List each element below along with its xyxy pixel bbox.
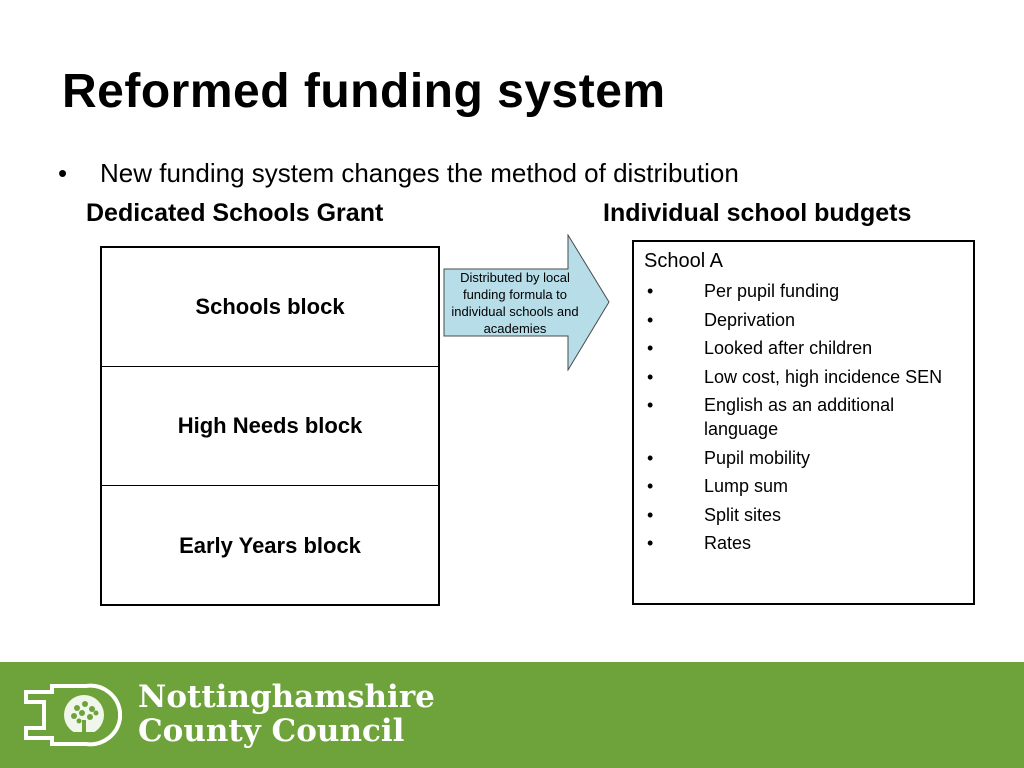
list-item-text: Lump sum xyxy=(704,476,789,496)
dsg-blocks-box xyxy=(100,246,440,606)
list-item-text: Rates xyxy=(704,533,752,553)
list-item-text: Pupil mobility xyxy=(704,447,811,468)
list-bullet: • xyxy=(647,338,654,358)
footer-banner xyxy=(0,662,1024,768)
list-item-text: Per pupil funding xyxy=(704,281,840,301)
list-item xyxy=(644,308,963,332)
intro-bullet xyxy=(58,158,739,189)
list-bullet: • xyxy=(647,476,654,496)
bullet-symbol: • xyxy=(58,158,68,188)
list-item xyxy=(644,474,963,498)
high-needs-block: High Needs block xyxy=(102,367,438,486)
list-bullet: • xyxy=(647,395,654,415)
school-title: School A xyxy=(644,250,723,272)
list-bullet: • xyxy=(647,366,654,387)
list-item xyxy=(644,365,963,389)
list-bullet: • xyxy=(647,281,654,301)
list-item-text: Low cost, high incidence SEN xyxy=(704,366,943,387)
school-budgets-heading: Individual school budgets xyxy=(603,199,912,227)
list-item-text: Looked after children xyxy=(704,338,873,358)
list-bullet: • xyxy=(647,309,654,330)
slide-title: Reformed funding system xyxy=(62,65,666,118)
list-item xyxy=(644,279,963,303)
school-a-box xyxy=(632,240,975,605)
list-bullet: • xyxy=(647,447,654,468)
list-item xyxy=(644,393,963,441)
schools-block: Schools block xyxy=(102,248,438,367)
list-item xyxy=(644,503,963,527)
list-bullet: • xyxy=(647,504,654,525)
council-name-line2: County Council xyxy=(138,713,405,749)
intro-bullet-text: New funding system changes the method of distribution xyxy=(100,158,739,188)
list-item xyxy=(644,531,963,555)
list-item xyxy=(644,336,963,360)
early-years-block: Early Years block xyxy=(179,532,361,558)
arrow-caption: Distributed by local funding formula to individual schools and academies xyxy=(451,270,579,336)
council-tree-logo-icon xyxy=(22,682,130,748)
list-item-text: Split sites xyxy=(704,504,782,525)
dsg-heading: Dedicated Schools Grant xyxy=(86,199,384,227)
council-name-line1: Nottinghamshire xyxy=(138,679,435,715)
council-name xyxy=(138,680,435,748)
funding-factor-list xyxy=(644,279,963,555)
list-item xyxy=(644,446,963,470)
list-item-text: English as an additional language xyxy=(704,395,895,439)
list-item-text: Deprivation xyxy=(704,309,796,330)
list-bullet: • xyxy=(647,533,654,553)
